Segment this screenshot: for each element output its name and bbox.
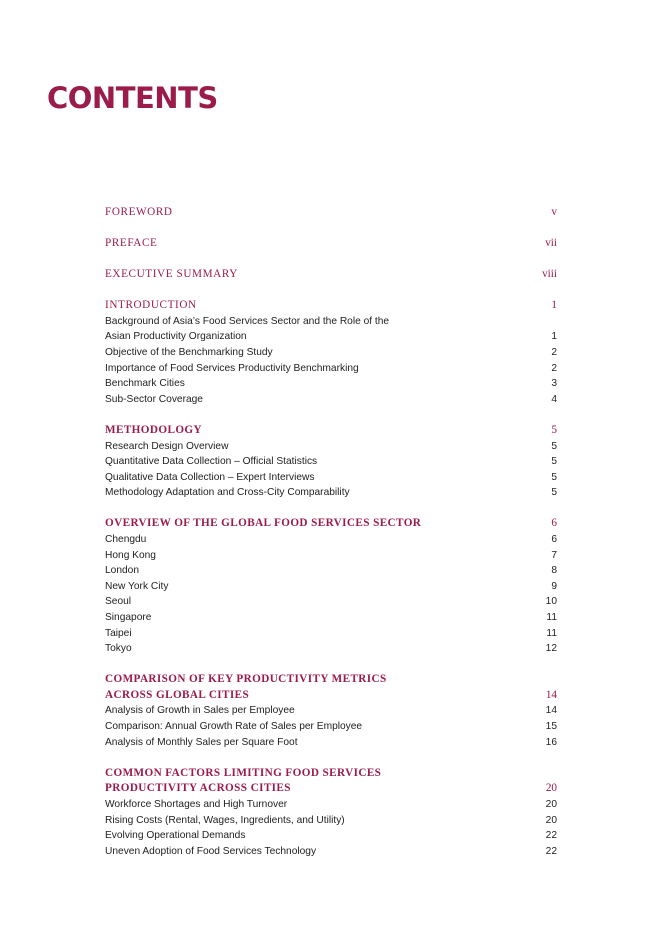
toc-entry[interactable] [105, 703, 557, 719]
toc-section [105, 766, 557, 860]
toc-heading-page-number: v [551, 206, 557, 218]
toc-entry-page-number: 14 [545, 705, 557, 717]
toc-entry[interactable] [105, 470, 557, 486]
toc-entry-text: Singapore [105, 611, 152, 623]
toc-entry-page-number: 8 [551, 565, 557, 577]
toc-entry-page-number: 5 [551, 471, 557, 483]
toc-entry[interactable] [105, 626, 557, 642]
toc-entry[interactable] [105, 361, 557, 377]
toc-section [105, 423, 557, 501]
toc-heading-text: PRODUCTIVITY ACROSS CITIES [105, 782, 291, 795]
toc-entry[interactable] [105, 797, 557, 813]
toc-entry[interactable] [105, 392, 557, 408]
toc-entry-page-number: 5 [551, 487, 557, 499]
toc-entry[interactable] [105, 439, 557, 455]
toc-section [105, 205, 557, 221]
toc-entry-page-number: 11 [546, 611, 557, 623]
toc-entry-text: Objective of the Benchmarking Study [105, 347, 273, 359]
toc-heading[interactable] [105, 205, 557, 221]
toc-entry-text: Seoul [105, 596, 132, 608]
toc-entry[interactable] [105, 844, 557, 860]
toc-entry-page-number: 5 [551, 440, 557, 452]
toc-entry-page-number: 15 [545, 721, 557, 733]
toc-entry-text: Analysis of Monthly Sales per Square Foot [105, 736, 298, 748]
toc-heading-text: COMPARISON OF KEY PRODUCTIVITY METRICS [105, 673, 387, 686]
toc-entry-text: Analysis of Growth in Sales per Employee [105, 705, 295, 717]
toc-section [105, 298, 557, 407]
toc-heading[interactable] [105, 298, 557, 314]
toc-section [105, 236, 557, 252]
toc-heading-text: INTRODUCTION [105, 299, 197, 312]
toc-entry-text: Quantitative Data Collection – Official Statistics [105, 456, 318, 468]
toc-entry-text: Evolving Operational Demands [105, 830, 246, 842]
toc-entry-page-number: 22 [545, 845, 557, 857]
toc-entry-text: New York City [105, 580, 169, 592]
toc-entry-text: Asian Productivity Organization [105, 331, 247, 343]
toc-entry-text: Uneven Adoption of Food Services Technology [105, 845, 317, 857]
toc-heading[interactable] [105, 516, 557, 532]
toc-entry[interactable] [105, 735, 557, 751]
table-of-contents [105, 205, 557, 875]
toc-heading-text: ACROSS GLOBAL CITIES [105, 688, 250, 701]
toc-entry-text: Importance of Food Services Productivity Benchmarking [105, 362, 359, 374]
toc-entry[interactable] [105, 610, 557, 626]
page-title: CONTENTS [47, 81, 218, 115]
toc-entry[interactable] [105, 485, 557, 501]
toc-heading-page-number: 20 [545, 782, 557, 795]
toc-heading-page-number: 6 [551, 517, 557, 530]
toc-entry-page-number: 2 [551, 362, 557, 374]
toc-entry[interactable] [105, 454, 557, 470]
toc-entry-text: Qualitative Data Collection – Expert Interviews [105, 471, 315, 483]
toc-entry-text: Workforce Shortages and High Turnover [105, 798, 288, 810]
toc-entry[interactable] [105, 376, 557, 392]
toc-entry[interactable] [105, 563, 557, 579]
toc-entry[interactable] [105, 828, 557, 844]
toc-heading-text: EXECUTIVE SUMMARY [105, 268, 238, 281]
toc-entry-text: Methodology Adaptation and Cross-City Comparability [105, 487, 350, 499]
toc-heading-text: FOREWORD [105, 206, 173, 218]
toc-entry-page-number: 9 [551, 580, 557, 592]
toc-entry-text: Tokyo [105, 643, 132, 655]
toc-section [105, 516, 557, 656]
toc-heading-text: METHODOLOGY [105, 423, 203, 436]
toc-entry-page-number: 12 [545, 643, 557, 655]
toc-entry-page-number: 20 [545, 814, 557, 826]
toc-entry-text: Taipei [105, 627, 132, 639]
toc-section [105, 267, 557, 283]
toc-entry-page-number: 11 [546, 627, 557, 639]
toc-entry-page-number: 10 [545, 596, 557, 608]
toc-entry-text: Benchmark Cities [105, 378, 185, 390]
toc-entry-page-number: 22 [545, 830, 557, 842]
toc-entry[interactable] [105, 579, 557, 595]
toc-entry-text: Sub-Sector Coverage [105, 393, 203, 405]
toc-entry-page-number: 16 [545, 736, 557, 748]
toc-entry-page-number: 7 [551, 549, 557, 561]
toc-entry[interactable] [105, 594, 557, 610]
toc-heading-text: PREFACE [105, 237, 158, 250]
toc-heading[interactable] [105, 267, 557, 283]
toc-heading-page-number: 1 [551, 299, 557, 312]
toc-heading[interactable] [105, 766, 557, 782]
toc-entry[interactable] [105, 548, 557, 564]
toc-heading-page-number: viii [542, 268, 557, 281]
toc-entry-text: Chengdu [105, 534, 147, 545]
toc-heading-page-number: 14 [545, 688, 557, 701]
toc-section [105, 672, 557, 750]
toc-heading[interactable] [105, 781, 557, 797]
toc-entry[interactable] [105, 345, 557, 361]
toc-entry-page-number: 20 [545, 798, 557, 810]
toc-entry-page-number: 1 [551, 331, 557, 343]
toc-heading[interactable] [105, 688, 557, 704]
toc-entry-page-number: 6 [551, 534, 557, 545]
toc-entry-page-number: 4 [551, 393, 557, 405]
toc-entry[interactable] [105, 329, 557, 345]
toc-entry[interactable] [105, 641, 557, 657]
toc-entry-page-number: 2 [551, 347, 557, 359]
toc-heading[interactable] [105, 423, 557, 439]
toc-entry-text: London [105, 565, 139, 577]
toc-entry[interactable] [105, 813, 557, 829]
toc-entry[interactable] [105, 532, 557, 548]
toc-entry[interactable] [105, 719, 557, 735]
toc-heading-page-number: vii [545, 237, 557, 250]
toc-entry[interactable] [105, 314, 557, 330]
toc-entry-text: Research Design Overview [105, 440, 229, 452]
toc-heading[interactable] [105, 672, 557, 688]
toc-entry-text: Background of Asia’s Food Services Sector and the Role of the [105, 315, 390, 327]
toc-heading-page-number: 5 [551, 423, 557, 436]
toc-entry-text: Hong Kong [105, 549, 156, 561]
toc-heading[interactable] [105, 236, 557, 252]
toc-heading-text: OVERVIEW OF THE GLOBAL FOOD SERVICES SECTOR [105, 517, 422, 530]
toc-entry-page-number: 3 [551, 378, 557, 390]
toc-entry-page-number: 5 [551, 456, 557, 468]
toc-entry-text: Rising Costs (Rental, Wages, Ingredients, and Utility) [105, 814, 345, 826]
toc-heading-text: COMMON FACTORS LIMITING FOOD SERVICES [105, 766, 382, 779]
toc-entry-text: Comparison: Annual Growth Rate of Sales per Employee [105, 721, 363, 733]
